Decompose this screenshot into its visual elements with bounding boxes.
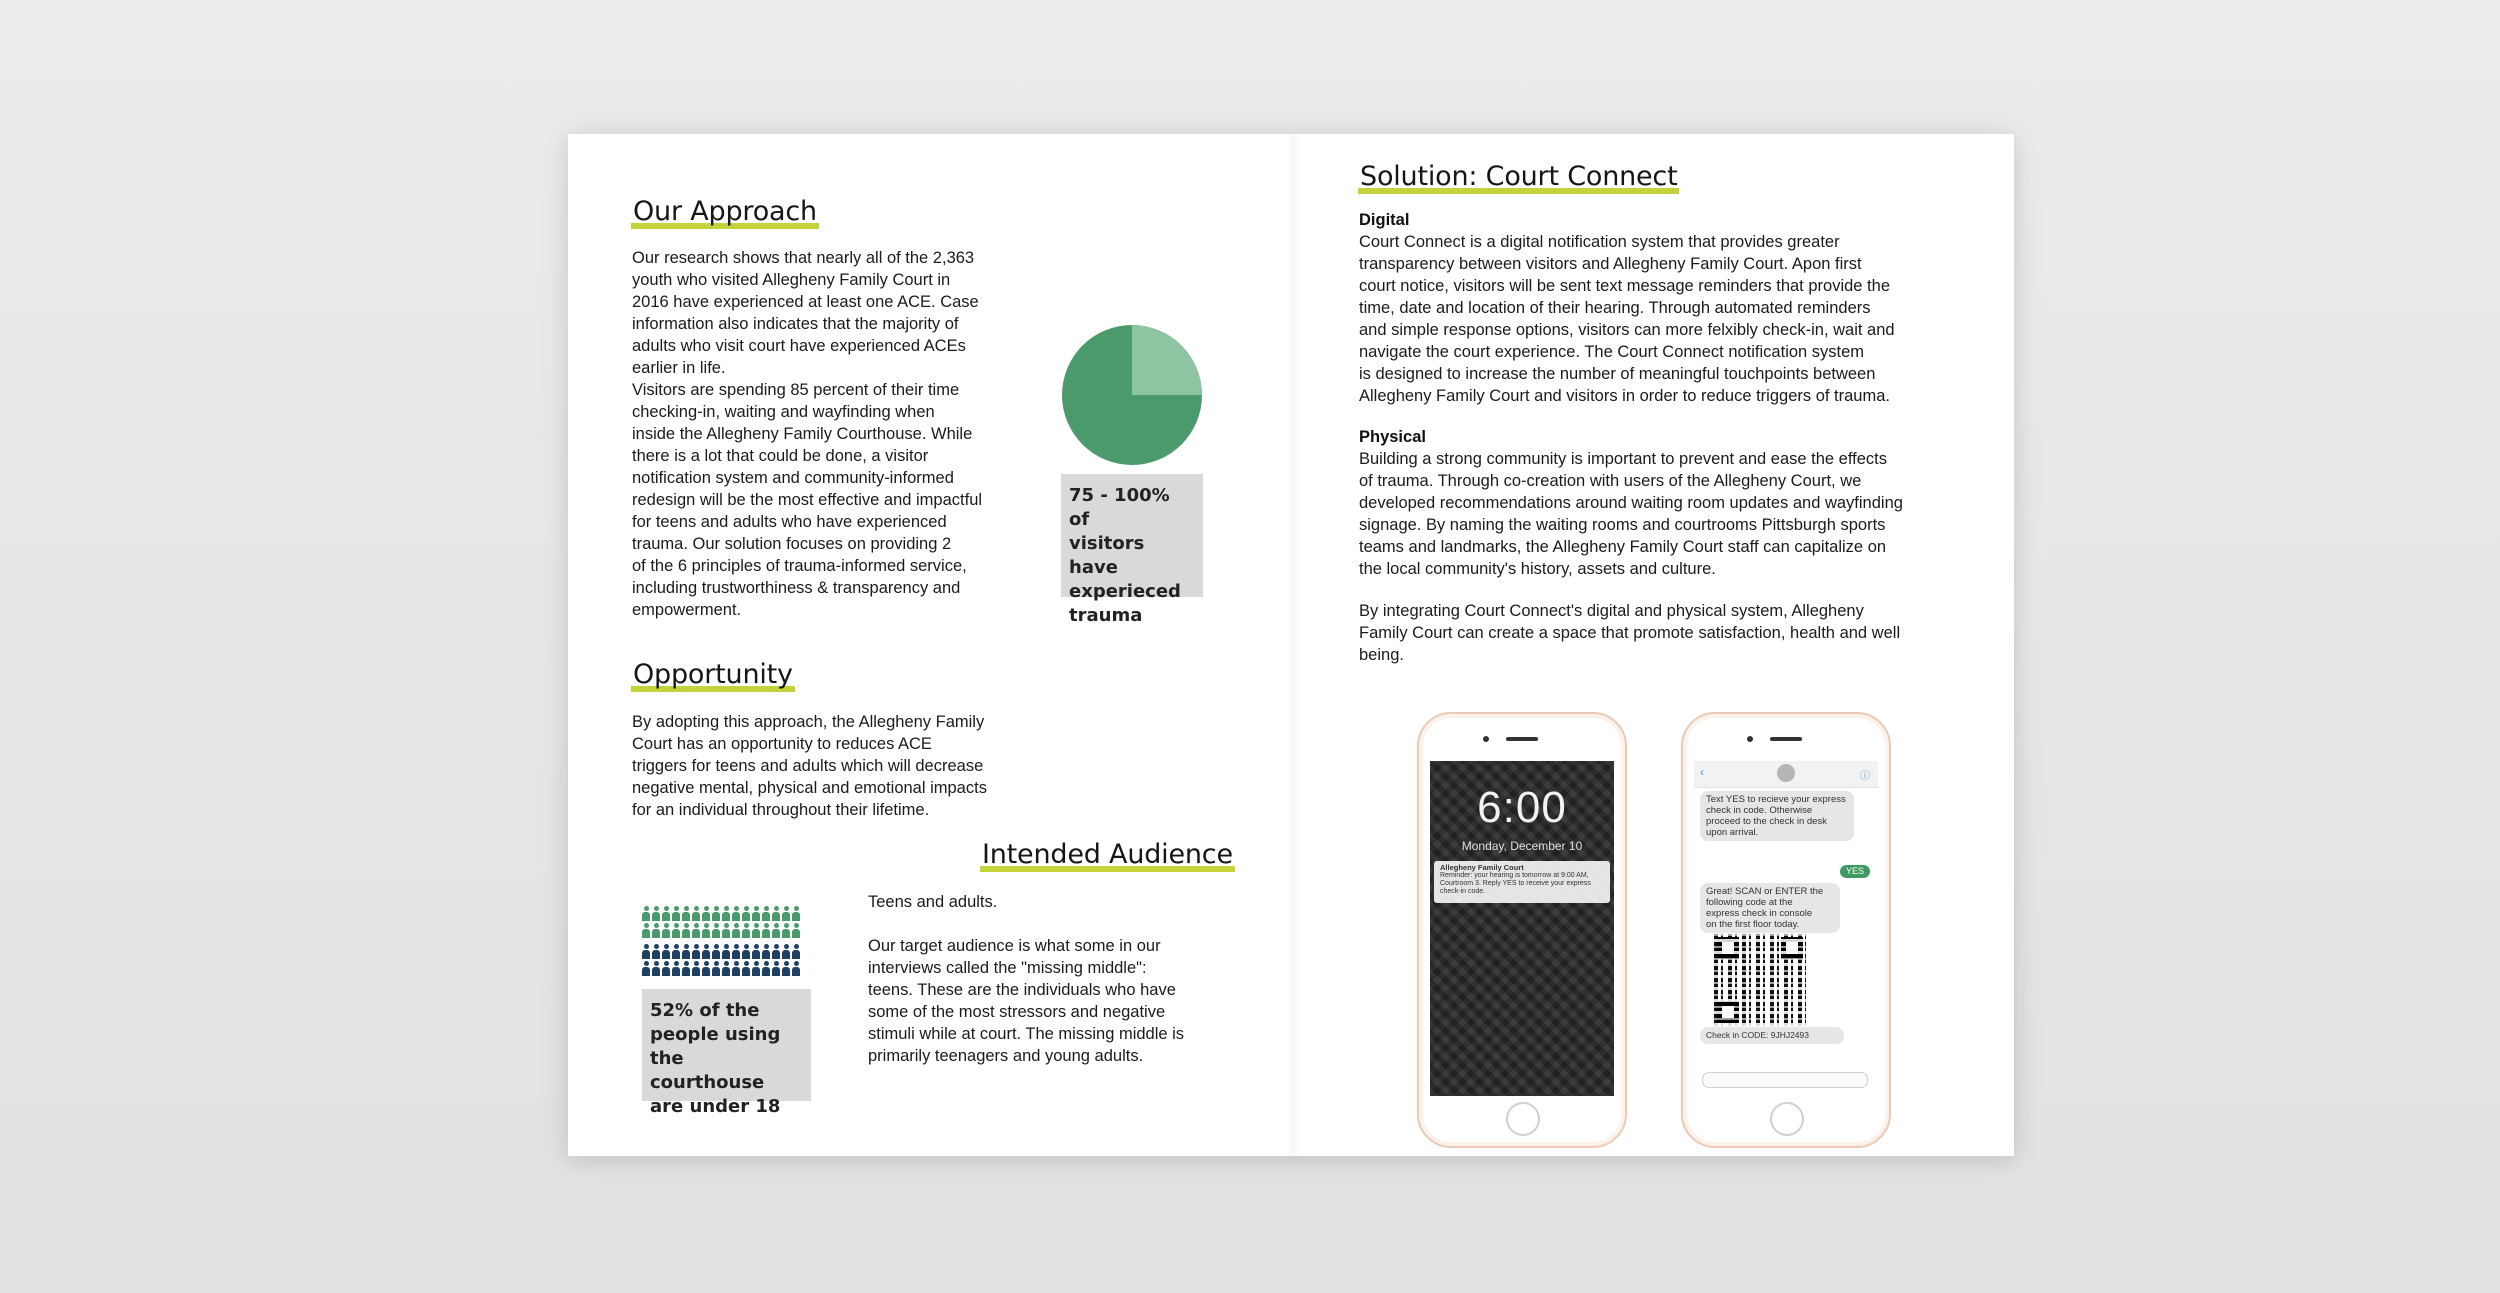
person-icon	[682, 923, 690, 938]
person-icon	[792, 961, 800, 976]
messages-header	[1694, 761, 1878, 788]
info-icon: ⓘ	[1860, 771, 1870, 782]
digital-body: Court Connect is a digital notification system that provides greater transparency between visitors and Allegheny Family Court. Apon first court notice, visitors will be sent text message reminders that provide the time, date and location of their hearing. Through automated reminders and simple response options, visitors can more felxibly check-in, wait and navigate the court experience. The Court Connect notification system is designed to increase the number of meaningful touchpoints between Allegheny Family Court and visitors in order to reduce triggers of trauma.	[1359, 233, 1895, 405]
person-icon	[682, 944, 690, 959]
person-icon	[722, 906, 730, 921]
person-icon	[702, 923, 710, 938]
person-icon	[742, 923, 750, 938]
person-icon	[752, 961, 760, 976]
person-icon	[672, 906, 680, 921]
physical-body: Building a strong community is important to prevent and ease the effects of trauma. Through co-creation with users of the Allegheny Court, we developed recommendations around waiting room updates and wayfinding signage. By naming the waiting rooms and courtrooms Pittsburgh sports teams and landmarks, the Allegheny Family Court staff can capitalize on the local community's history, assets and culture.	[1359, 450, 1903, 578]
person-icon	[782, 944, 790, 959]
speaker-slot	[1770, 737, 1802, 741]
person-icon	[692, 923, 700, 938]
person-icon	[762, 906, 770, 921]
person-icon	[652, 906, 660, 921]
digital-subheading: Digital	[1359, 211, 1410, 229]
avatar	[1777, 764, 1795, 782]
person-icon	[682, 961, 690, 976]
person-icon	[652, 961, 660, 976]
person-icon	[782, 961, 790, 976]
person-icon	[752, 923, 760, 938]
person-icon	[692, 906, 700, 921]
person-icon	[712, 944, 720, 959]
person-icon	[782, 906, 790, 921]
person-icon	[642, 923, 650, 938]
approach-body: Our research shows that nearly all of the 2,363 youth who visited Allegheny Family Court in 2016 have experienced at least one ACE. Case information also indicates that the majority of adults who visit court have experienced ACEs earlier in life. Visitors are spending 85 percent of their time checking-in, waiting and wayfinding when inside the Allegheny Family Courthouse. While there is a lot that could be done, a visitor notification system and community-informed redesign will be the most effective and impactful for teens and adults who have experienced trauma. Our solution focuses on providing 2 of the 6 principles of trauma-informed service, including trustworthiness & transparency and empowerment.	[632, 249, 983, 619]
opportunity-heading: Opportunity	[633, 659, 793, 690]
lock-time: 6:00	[1477, 783, 1567, 832]
person-icon	[752, 906, 760, 921]
message-bubble-incoming: Great! SCAN or ENTER the following code at the express check in console on the first floor today.	[1700, 883, 1840, 933]
camera-dot	[1747, 736, 1753, 742]
solution-heading: Solution: Court Connect	[1360, 161, 1678, 192]
person-icon	[712, 923, 720, 938]
person-icon	[642, 906, 650, 921]
person-icon	[772, 961, 780, 976]
person-icon	[762, 923, 770, 938]
person-icon	[722, 944, 730, 959]
person-icon	[762, 944, 770, 959]
message-input	[1702, 1072, 1868, 1088]
person-icon	[732, 961, 740, 976]
person-icon	[662, 923, 670, 938]
checkin-code-text: Check in CODE: 9JHJ2493	[1700, 1027, 1844, 1044]
person-icon	[712, 906, 720, 921]
person-icon	[732, 906, 740, 921]
person-icon	[652, 944, 660, 959]
person-icon	[702, 906, 710, 921]
person-icon	[662, 961, 670, 976]
camera-dot	[1483, 736, 1489, 742]
people-pictogram	[642, 906, 804, 974]
home-button	[1506, 1102, 1540, 1136]
closing-body: By integrating Court Connect's digital and physical system, Allegheny Family Court can create a space that promote satisfaction, health and well being.	[1359, 602, 1901, 664]
person-icon	[762, 961, 770, 976]
person-icon	[702, 944, 710, 959]
phone-messages-mockup	[1681, 712, 1891, 1148]
person-icon	[732, 944, 740, 959]
person-icon	[792, 944, 800, 959]
opportunity-body: By adopting this approach, the Allegheny Family Court has an opportunity to reduces ACE triggers for teens and adults which will decrease negative mental, physical and emotional impacts for an individual throughout their lifetime.	[632, 713, 987, 819]
person-icon	[692, 961, 700, 976]
person-icon	[652, 923, 660, 938]
person-icon	[702, 961, 710, 976]
person-icon	[782, 923, 790, 938]
person-icon	[742, 906, 750, 921]
person-icon	[672, 944, 680, 959]
person-icon	[662, 944, 670, 959]
phone-lockscreen-mockup	[1417, 712, 1627, 1148]
lockscreen	[1430, 761, 1614, 1096]
message-bubble-incoming: Text YES to recieve your express check in code. Otherwise proceed to the check in desk upon arrival.	[1700, 791, 1854, 841]
person-icon	[692, 944, 700, 959]
person-icon	[792, 923, 800, 938]
home-button	[1770, 1102, 1804, 1136]
approach-heading: Our Approach	[633, 196, 817, 227]
physical-subheading: Physical	[1359, 428, 1426, 446]
person-icon	[722, 923, 730, 938]
person-icon	[742, 944, 750, 959]
person-icon	[722, 961, 730, 976]
person-icon	[752, 944, 760, 959]
person-icon	[772, 906, 780, 921]
lock-notification	[1434, 861, 1610, 903]
lock-date: Monday, December 10	[1461, 839, 1583, 853]
notification-text: Reminder: your hearing is tomorrow at 9:00 AM, Courtroom 3. Reply YES to receive your express check-in code.	[1440, 872, 1591, 895]
brochure-spread	[568, 134, 2014, 1156]
trauma-pie-chart	[1061, 324, 1203, 466]
person-icon	[742, 961, 750, 976]
person-icon	[662, 906, 670, 921]
person-icon	[712, 961, 720, 976]
person-icon	[642, 944, 650, 959]
audience-heading: Intended Audience	[982, 839, 1233, 870]
person-icon	[682, 906, 690, 921]
person-icon	[772, 923, 780, 938]
speaker-slot	[1506, 737, 1538, 741]
person-icon	[792, 906, 800, 921]
person-icon	[672, 961, 680, 976]
person-icon	[732, 923, 740, 938]
audience-stat-label: 52% of the people using the courthouse are under 18	[642, 989, 811, 1101]
person-icon	[672, 923, 680, 938]
back-icon: ‹	[1700, 765, 1704, 779]
audience-body: Teens and adults. Our target audience is what some in our interviews called the "missing middle": teens. These are the individuals who have some of the most stressors and negative stimuli while at court. The missing middle is primarily teenagers and young adults.	[868, 893, 1185, 1065]
pie-slice-light	[1132, 325, 1202, 395]
person-icon	[642, 961, 650, 976]
message-bubble-outgoing: YES	[1840, 865, 1870, 878]
trauma-stat-label: 75 - 100% of visitors have experieced trauma	[1061, 474, 1203, 597]
messages-screen	[1694, 761, 1878, 1096]
notification-title: Allegheny Family Court	[1440, 863, 1524, 872]
qr-code-icon	[1714, 934, 1806, 1026]
person-icon	[772, 944, 780, 959]
